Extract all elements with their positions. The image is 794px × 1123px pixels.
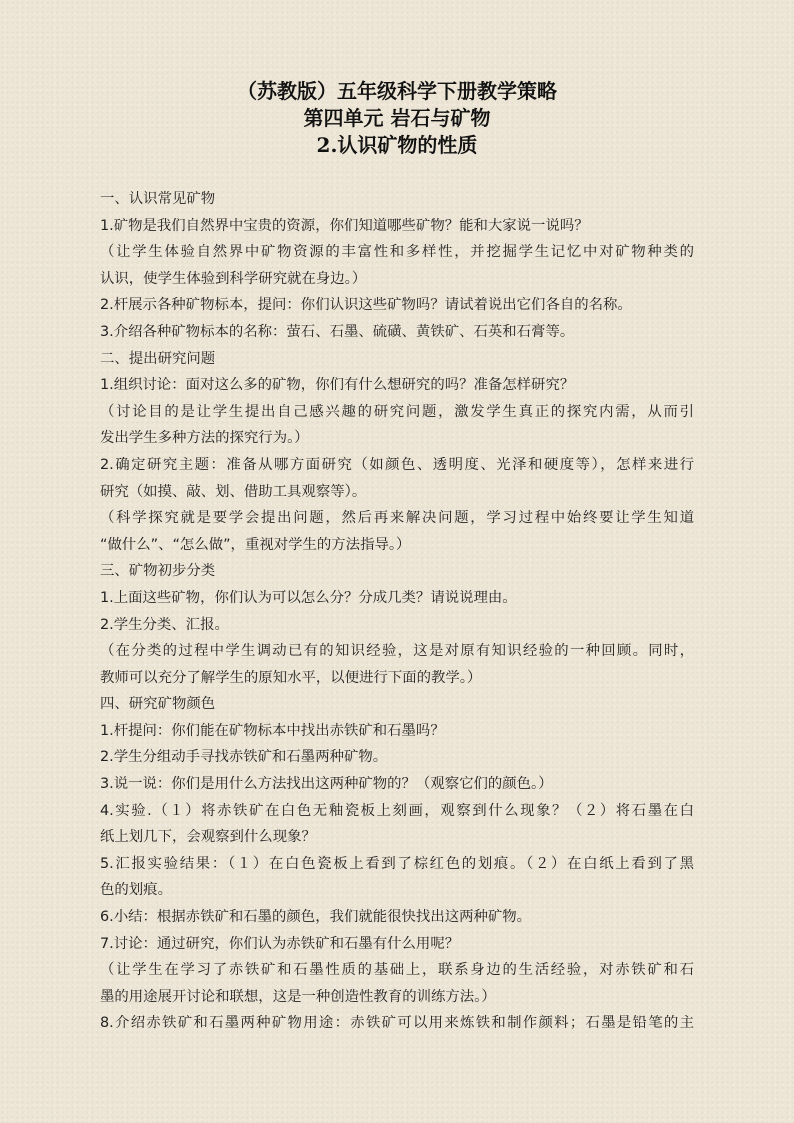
body-line: （让学生体验自然界中矿物资源的丰富性和多样性，并挖掘学生记忆中对矿物种类的: [100, 244, 694, 261]
body-line: 纸上划几下，会观察到什么现象？: [100, 829, 316, 846]
body-line: 3.说一说：你们是用什么方法找出这两种矿物的？（观察它们的颜色。）: [100, 776, 553, 793]
body-line: 2.确定研究主题：准备从哪方面研究（如颜色、透明度、光泽和硬度等），怎样来进行: [100, 456, 694, 473]
body-line: 7.讨论：通过研究，你们认为赤铁矿和石墨有什么用呢？: [100, 935, 460, 952]
document-header: [0, 78, 794, 159]
document-body: [100, 186, 694, 1037]
body-line: 5.汇报实验结果：（１）在白色瓷板上看到了棕红色的划痕。（２）在白纸上看到了黑: [100, 855, 694, 872]
lesson-title: 2.认识矿物的性质: [316, 133, 478, 157]
body-line: 1.组织讨论：面对这么多的矿物，你们有什么想研究的吗？准备怎样研究？: [100, 377, 575, 394]
body-line: 2.学生分组动手寻找赤铁矿和石墨两种矿物。: [100, 749, 388, 766]
document-title: （苏教版）五年级科学下册教学策略: [237, 79, 557, 103]
body-line: 2.杆展示各种矿物标本，提问：你们认识这些矿物吗？请试着说出它们各自的名称。: [100, 297, 632, 314]
body-line: （在分类的过程中学生调动已有的知识经验，这是对原有知识经验的一种回顾。同时，: [100, 643, 694, 660]
body-line: （讨论目的是让学生提出自己感兴趣的研究问题，激发学生真正的探究内需，从而引: [100, 403, 694, 420]
body-line: 8.介绍赤铁矿和石墨两种矿物用途：赤铁矿可以用来炼铁和制作颜料；石墨是铅笔的主: [100, 1015, 694, 1032]
body-line: 认识，使学生体验到科学研究就在身边。）: [100, 270, 367, 287]
body-line: 发出学生多种方法的探究行为。）: [100, 430, 309, 447]
section-heading: 二、提出研究问题: [100, 350, 216, 367]
body-line: 3.介绍各种矿物标本的名称：萤石、石墨、硫磺、黄铁矿、石英和石膏等。: [100, 323, 575, 340]
body-line: 1.上面这些矿物，你们认为可以怎么分？分成几类？请说说理由。: [100, 589, 517, 606]
body-line: 4.实验.（１）将赤铁矿在白色无釉瓷板上刻画，观察到什么现象？（２）将石墨在白: [100, 802, 694, 819]
body-line: 研究（如摸、敲、划、借助工具观察等）。: [100, 483, 367, 500]
body-line: “做什么”、“怎么做”，重视对学生的方法指导。）: [100, 536, 411, 553]
body-line: （科学探究就是要学会提出问题，然后再来解决问题，学习过程中始终要让学生知道: [100, 510, 694, 527]
body-line: 2.学生分类、汇报。: [100, 616, 229, 633]
section-heading: 三、矿物初步分类: [100, 563, 216, 580]
unit-title: 第四单元 岩石与矿物: [303, 106, 491, 130]
body-line: 1.杆提问：你们能在矿物标本中找出赤铁矿和石墨吗？: [100, 722, 445, 739]
section-heading: 一、认识常见矿物: [100, 191, 216, 207]
body-line: 1.矿物是我们自然界中宝贵的资源，你们知道哪些矿物？能和大家说一说吗？: [100, 217, 589, 234]
body-line: 教师可以充分了解学生的原知水平，以便进行下面的教学。）: [100, 669, 482, 686]
body-line: 色的划痕。: [100, 882, 172, 899]
body-line: （让学生在学习了赤铁矿和石墨性质的基础上，联系身边的生活经验，对赤铁矿和石: [100, 962, 694, 979]
body-line: 墨的用途展开讨论和联想，这是一种创造性教育的训练方法。）: [100, 988, 496, 1005]
body-line: 6.小结：根据赤铁矿和石墨的颜色，我们就能很快找出这两种矿物。: [100, 909, 532, 926]
section-heading: 四、研究矿物颜色: [100, 696, 216, 713]
